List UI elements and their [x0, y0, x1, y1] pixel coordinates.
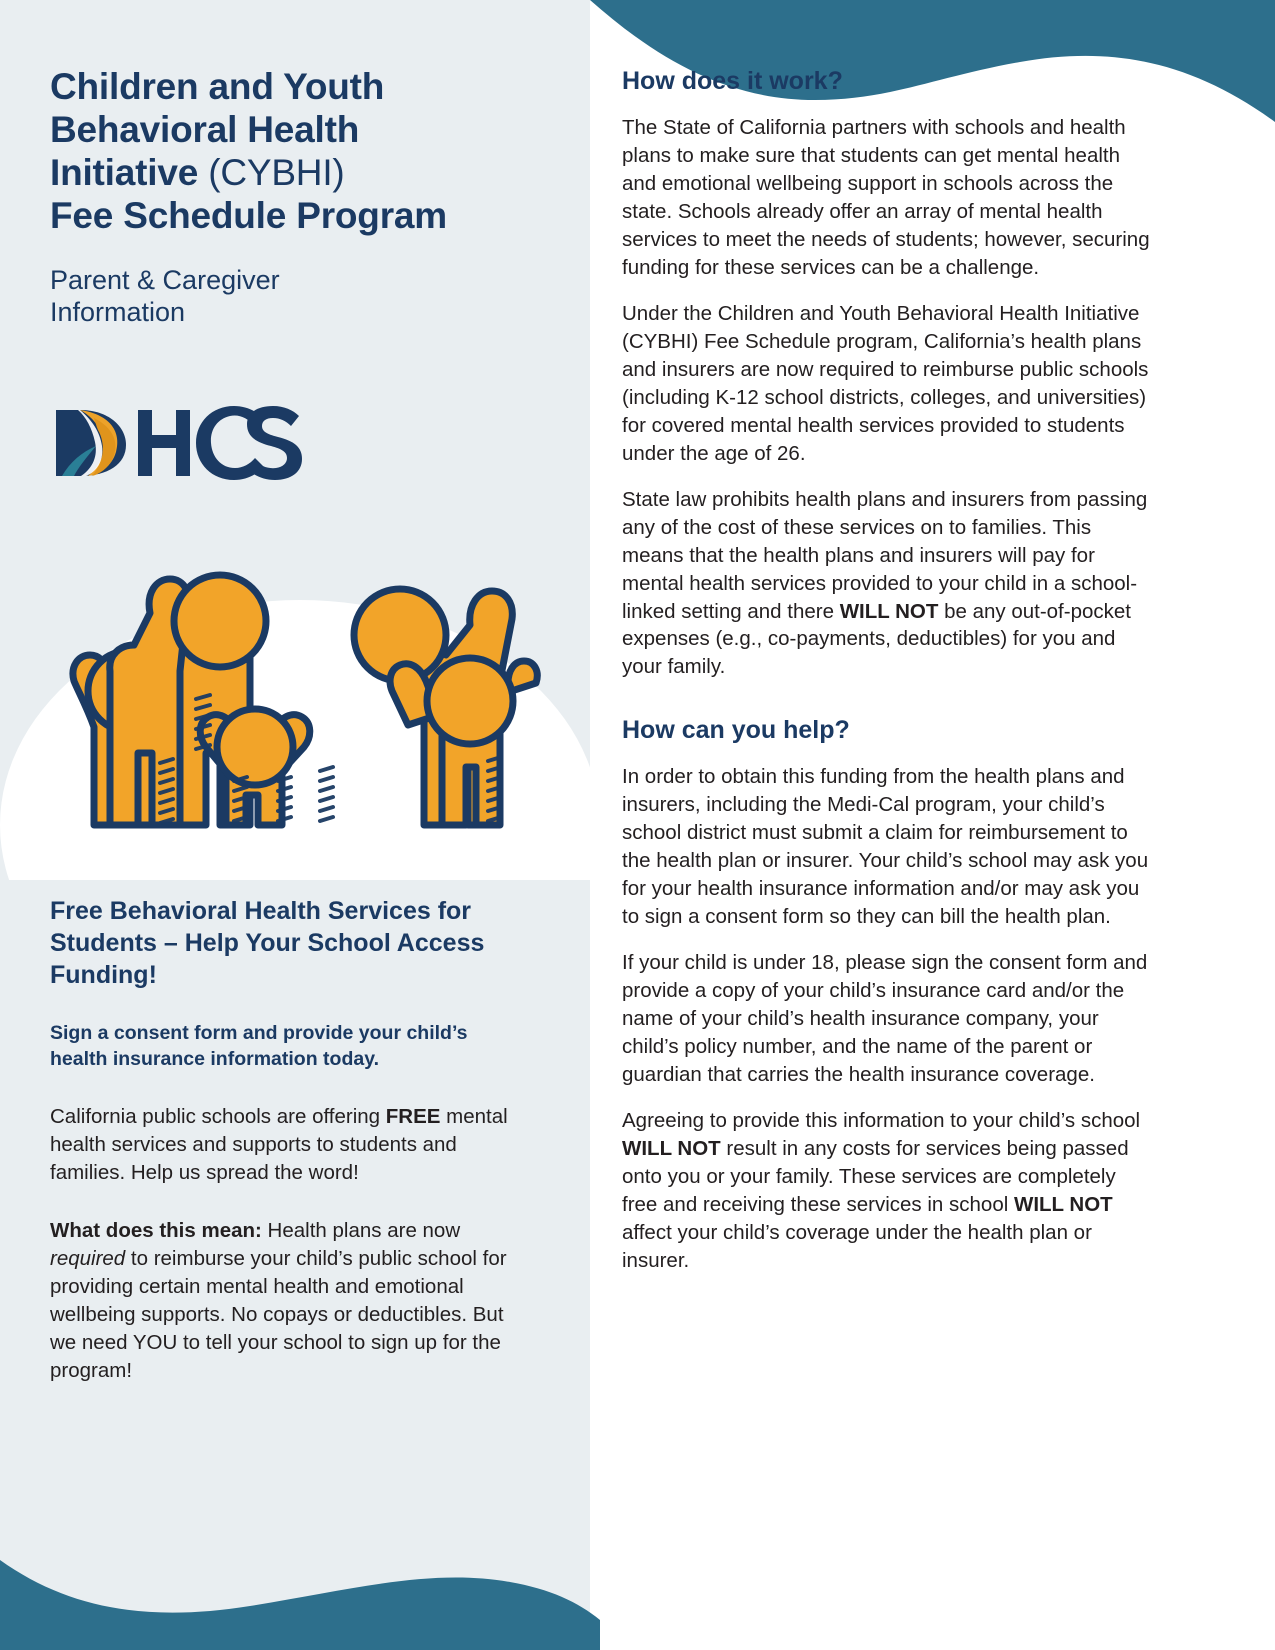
rp3-bold: WILL NOT	[839, 599, 939, 623]
highlight-heading: Free Behavioral Health Services for Students – Help Your School Access Funding!	[50, 897, 485, 989]
lp1-a: California public schools are offering	[50, 1104, 386, 1128]
lp2-b: to reimburse your child’s public school for providing certain mental health and emotional wellbeing supports. No copays or deductibles. But we need YOU to tell your school to sign up for the program!	[50, 1247, 507, 1383]
rp6-a: Agreeing to provide this information to your child’s school	[622, 1109, 1141, 1133]
right-paragraph-6	[622, 1107, 1150, 1275]
column-divider	[590, 0, 612, 1650]
left-paragraph-2	[50, 1217, 510, 1385]
title-line-4: Fee Schedule Program	[50, 194, 447, 236]
rp6-bold2: WILL NOT	[1013, 1192, 1113, 1216]
lp2-bold: What does this mean:	[50, 1219, 262, 1243]
lp1-bold: FREE	[385, 1104, 441, 1128]
highlight-subheading: Sign a consent form and provide your child’s health insurance information today.	[50, 1022, 468, 1070]
page-title	[50, 0, 520, 238]
left-paragraph-1	[50, 1103, 510, 1187]
rp6-c: affect your child’s coverage under the health plan or insurer.	[622, 1220, 1092, 1272]
left-header-block	[50, 0, 520, 328]
right-paragraph-1: The State of California partners with schools and health plans to make sure that students can get mental health and emotional wellbeing support in schools across the state. Schools already offer an array of mental health services to meet the needs of students; however, securing funding for these services can be a challenge.	[622, 116, 1150, 279]
rp3-a: State law prohibits health plans and insurers from passing any of the cost of these services on to families. This means that the health plans and insurers will pay for mental health services provided to your child in a school-linked setting and there	[622, 487, 1148, 623]
rp6-b: result in any costs for services being passed onto you or your family. These services are completely free and receiving these services in school	[622, 1137, 1129, 1216]
family-illustration-svg	[0, 495, 590, 880]
lp2-italic: required	[50, 1247, 126, 1271]
right-paragraph-3	[622, 486, 1150, 682]
title-line-3-bold: Initiative	[50, 151, 199, 193]
right-column	[622, 0, 1150, 1275]
subtitle-line-2: Information	[50, 297, 186, 328]
section-heading-how-does-it-work: How does it work?	[622, 67, 843, 95]
family-illustration	[0, 495, 590, 880]
right-paragraph-4: In order to obtain this funding from the health plans and insurers, including the Medi-Cal program, your child’s school district must submit a claim for reimbursement to the health plan or insurer. Your child’s school may ask you for your health insurance information and/or may ask you to sign a consent form so they can bill the health plan.	[622, 765, 1149, 929]
lp2-a: Health plans are now	[261, 1219, 461, 1243]
dhcs-logo	[50, 404, 310, 480]
subtitle-line-1: Parent & Caregiver	[50, 264, 280, 295]
lp1-b: mental health services and supports to students and families. Help us spread the word!	[50, 1104, 508, 1184]
rp3-b: be any out-of-pocket expenses (e.g., co-payments, deductibles) for you and your family.	[622, 599, 1131, 679]
title-line-3-light: (CYBHI)	[208, 151, 345, 193]
bottom-wave-decoration	[0, 1490, 600, 1650]
right-paragraph-2: Under the Children and Youth Behavioral Health Initiative (CYBHI) Fee Schedule program, California’s health plans and insurers are now required to reimburse public schools (including K-12 school districts, colleges, and universities) for covered mental health services provided to students under the age of 26.	[622, 301, 1149, 465]
title-line-2: Behavioral Health	[50, 108, 360, 150]
page-subtitle	[50, 264, 520, 329]
rp6-bold1: WILL NOT	[622, 1137, 721, 1161]
left-lower-text	[50, 895, 510, 1386]
title-line-1: Children and Youth	[50, 66, 385, 107]
section-heading-how-can-you-help: How can you help?	[622, 716, 850, 745]
right-paragraph-5: If your child is under 18, please sign the consent form and provide a copy of your child’s insurance card and/or the name of your child’s health insurance company, your child’s policy number, and the name of the parent or guardian that carries the health insurance coverage.	[622, 951, 1148, 1087]
